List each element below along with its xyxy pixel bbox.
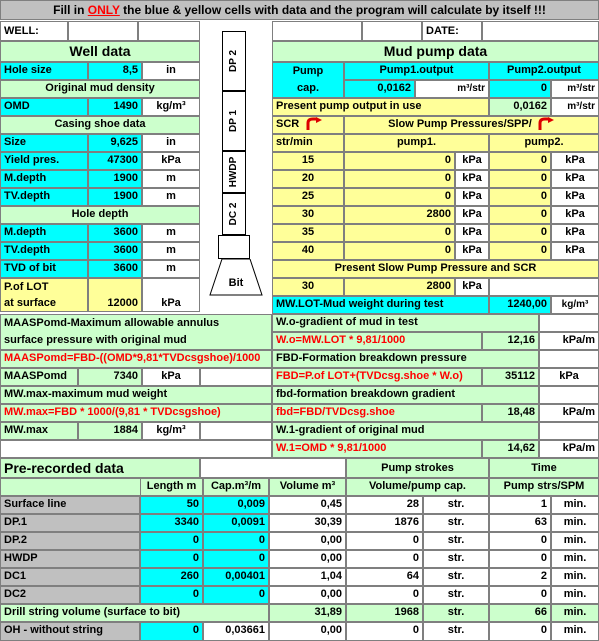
oh-label: OH - without string — [0, 622, 140, 641]
mwmax-label: MW.max — [0, 422, 78, 440]
drill-string-str-unit: str. — [423, 604, 489, 622]
scr-row — [272, 170, 599, 188]
scr-rate[interactable]: 15 — [272, 152, 344, 170]
row-str-unit: str. — [423, 550, 489, 568]
pump-cap-label — [272, 62, 344, 98]
present-spp-title: Present Slow Pump Pressure and SCR — [272, 260, 599, 278]
drill-string-min-unit: min. — [551, 604, 599, 622]
wo-value: 12,16 — [482, 332, 539, 350]
table-row — [0, 514, 599, 532]
hole-size-unit: in — [142, 62, 200, 80]
plot-label-line2: at surface — [4, 297, 56, 309]
hd-md-value[interactable]: 3600 — [88, 224, 142, 242]
yield-label: Yield pres. — [0, 152, 88, 170]
banner-only: ONLY — [87, 3, 120, 17]
hd-md-unit: m — [142, 224, 200, 242]
tvd-bit-label: TVD of bit — [0, 260, 88, 278]
row-volume: 1,04 — [269, 568, 346, 586]
wo-desc: W.o-gradient of mud in test — [272, 314, 539, 332]
spp-pump1-unit: kPa — [455, 224, 489, 242]
w1-desc: W.1-gradient of original mud — [272, 422, 539, 440]
tvd-bit-unit: m — [142, 260, 200, 278]
maasp-desc — [0, 314, 272, 350]
maasp-desc-line2: surface pressure with original mud — [4, 334, 187, 346]
spp-pump1-unit: kPa — [455, 188, 489, 206]
row-min-unit: min. — [551, 550, 599, 568]
row-cap[interactable]: 0,009 — [203, 496, 269, 514]
oh-min-unit: min. — [551, 622, 599, 641]
row-name: DP.2 — [0, 532, 140, 550]
well-input-2[interactable] — [138, 21, 200, 41]
scr-rate[interactable]: 20 — [272, 170, 344, 188]
row-time: 0 — [489, 550, 551, 568]
spacer-left — [0, 440, 272, 458]
pump-spm-header: Pump strs/SPM — [489, 478, 599, 496]
spp-title-text: Slow Pump Pressures/SPP/ — [388, 118, 532, 130]
mwmax-formula: MW.max=FBD * 1000/(9,81 * TVDcsgshoe) — [0, 404, 272, 422]
present-scr-value[interactable]: 30 — [272, 278, 344, 296]
spp-pump2[interactable]: 0 — [489, 224, 551, 242]
fbdg-desc: fbd-formation breakdown gradient — [272, 386, 539, 404]
pre-recorded-table — [0, 496, 599, 604]
row-min-unit: min. — [551, 586, 599, 604]
scr-row — [272, 188, 599, 206]
spp-pump1[interactable]: 0 — [344, 242, 455, 260]
row-time: 63 — [489, 514, 551, 532]
omd-value[interactable]: 1490 — [88, 98, 142, 116]
w1-formula: W.1=OMD * 9,81/1000 — [272, 440, 482, 458]
string-dp2 — [222, 31, 246, 91]
spp-pump2[interactable]: 0 — [489, 188, 551, 206]
w1-value: 14,62 — [482, 440, 539, 458]
string-hwdp-label: HWDP — [228, 156, 239, 188]
maasp-value: 7340 — [78, 368, 142, 386]
banner-pre: Fill in — [53, 3, 88, 17]
oh-length[interactable]: 0 — [140, 622, 203, 641]
vol-pump-header: Volume/pump cap. — [346, 478, 489, 496]
present-spp-unit: kPa — [455, 278, 489, 296]
row-length[interactable]: 50 — [140, 496, 203, 514]
row-length[interactable]: 3340 — [140, 514, 203, 532]
row-str-unit: str. — [423, 532, 489, 550]
yield-unit: kPa — [142, 152, 200, 170]
mwlot-unit: kg/m³ — [551, 296, 599, 314]
fbd-value: 35112 — [482, 368, 539, 386]
row-name: DC1 — [0, 568, 140, 586]
plot-label — [0, 278, 88, 312]
row-name: DP.1 — [0, 514, 140, 532]
well-label: WELL: — [0, 21, 68, 41]
plot-unit: kPa — [142, 278, 200, 312]
fbdg-value: 18,48 — [482, 404, 539, 422]
row-str-unit: str. — [423, 496, 489, 514]
spp-pump1-unit: kPa — [455, 152, 489, 170]
pump-cap-line2: cap. — [296, 82, 319, 94]
oh-strokes: 0 — [346, 622, 423, 641]
row-length[interactable]: 0 — [140, 532, 203, 550]
drill-string-diagram — [200, 21, 272, 312]
spp-pump1[interactable]: 2800 — [344, 206, 455, 224]
row-strokes: 0 — [346, 586, 423, 604]
fbdg-unit: kPa/m — [539, 404, 599, 422]
scr-rate[interactable]: 30 — [272, 206, 344, 224]
scr-rate[interactable]: 40 — [272, 242, 344, 260]
table-row — [0, 496, 599, 514]
volume-header: Volume m³ — [269, 478, 346, 496]
row-str-unit: str. — [423, 514, 489, 532]
hole-size-value[interactable]: 8,5 — [88, 62, 142, 80]
pump2-output-unit: m³/str — [551, 80, 599, 98]
pump-strokes-header: Pump strokes — [346, 458, 489, 478]
hd-tvd-label: TV.depth — [0, 242, 88, 260]
row-name: Surface line — [0, 496, 140, 514]
pump-cap-line1: Pump — [292, 65, 324, 77]
mwlot-value[interactable]: 1240,00 — [489, 296, 551, 314]
cs-md-unit: m — [142, 170, 200, 188]
fbd-formula: FBD=P.of LOT+(TVDcsg.shoe * W.o) — [272, 368, 482, 386]
pump1-output-value[interactable]: 0,0162 — [344, 80, 415, 98]
mwlot-label: MW.LOT-Mud weight during test — [272, 296, 489, 314]
maasp-unit: kPa — [142, 368, 200, 386]
row-volume: 30,39 — [269, 514, 346, 532]
omd-unit: kg/m³ — [142, 98, 200, 116]
fbd-unit: kPa — [539, 368, 599, 386]
spp-pump1-unit: kPa — [455, 242, 489, 260]
hd-tvd-value[interactable]: 3600 — [88, 242, 142, 260]
row-volume: 0,00 — [269, 532, 346, 550]
spp-pump2-header: pump2. — [489, 134, 599, 152]
pump2-output-header: Pump2.output — [489, 62, 599, 80]
row-time: 2 — [489, 568, 551, 586]
row-time: 0 — [489, 532, 551, 550]
row-cap[interactable]: 0 — [203, 586, 269, 604]
row-str-unit: str. — [423, 586, 489, 604]
row-min-unit: min. — [551, 496, 599, 514]
spp-pump2-unit: kPa — [551, 170, 599, 188]
table-row — [0, 568, 599, 586]
cs-md-value[interactable]: 1900 — [88, 170, 142, 188]
well-data-title: Well data — [0, 41, 200, 62]
row-min-unit: min. — [551, 532, 599, 550]
row-name: HWDP — [0, 550, 140, 568]
cap-header: Cap.m³/m — [203, 478, 269, 496]
orig-mud-density-title: Original mud density — [0, 80, 200, 98]
scr-row — [272, 152, 599, 170]
present-output-value: 0,0162 — [489, 98, 551, 116]
spp-pump2-unit: kPa — [551, 152, 599, 170]
scr-label-text: SCR — [276, 118, 300, 130]
row-cap[interactable]: 0,00401 — [203, 568, 269, 586]
pump1-output-unit: m³/str — [415, 80, 489, 98]
scr-rate[interactable]: 35 — [272, 224, 344, 242]
fbdg-formula: fbd=FBD/TVDcsg.shoe — [272, 404, 482, 422]
fbd-desc: FBD-Formation breakdown pressure — [272, 350, 539, 368]
scr-label — [272, 116, 344, 134]
string-dc2-label: DC 2 — [228, 202, 239, 226]
mwmax-desc: MW.max-maximum mud weight — [0, 386, 272, 404]
casing-shoe-title: Casing shoe data — [0, 116, 200, 134]
row-length[interactable]: 0 — [140, 550, 203, 568]
wo-unit: kPa/m — [539, 332, 599, 350]
maasp-formula: MAASPomd=FBD-((OMD*9,81*TVDcsgshoe)/1000 — [0, 350, 272, 368]
drill-string-strokes: 1968 — [346, 604, 423, 622]
hd-md-label: M.depth — [0, 224, 88, 242]
scr-row — [272, 206, 599, 224]
row-strokes: 0 — [346, 532, 423, 550]
wo-desc-blank — [539, 314, 599, 332]
size-value[interactable]: 9,625 — [88, 134, 142, 152]
wo-formula: W.o=MW.LOT * 9,81/1000 — [272, 332, 482, 350]
size-label: Size — [0, 134, 88, 152]
drill-string-volume-label: Drill string volume (surface to bit) — [0, 604, 269, 622]
date-input[interactable] — [482, 21, 599, 41]
spp-pump1-unit: kPa — [455, 170, 489, 188]
maasp-label: MAASPomd — [0, 368, 78, 386]
row-volume: 0,45 — [269, 496, 346, 514]
scr-table — [272, 152, 599, 260]
mwmax-value: 1884 — [78, 422, 142, 440]
table-row — [0, 550, 599, 568]
string-dc1 — [218, 235, 250, 259]
date-spacer — [272, 21, 362, 41]
string-dc2 — [222, 193, 246, 235]
row-cap[interactable]: 0 — [203, 550, 269, 568]
row-time: 0 — [489, 586, 551, 604]
row-time: 1 — [489, 496, 551, 514]
present-spp-blank — [489, 278, 599, 296]
table-row — [0, 532, 599, 550]
size-unit: in — [142, 134, 200, 152]
omd-label: OMD — [0, 98, 88, 116]
pump1-output-header: Pump1.output — [344, 62, 489, 80]
yield-value[interactable]: 47300 — [88, 152, 142, 170]
maasp-blank — [200, 368, 272, 386]
present-spp-value[interactable]: 2800 — [344, 278, 455, 296]
spp-pump1[interactable]: 0 — [344, 224, 455, 242]
row-length[interactable]: 260 — [140, 568, 203, 586]
row-volume: 0,00 — [269, 586, 346, 604]
scr-row — [272, 242, 599, 260]
string-dp1-label: DP 1 — [228, 109, 239, 133]
spp-title — [344, 116, 599, 134]
tvd-bit-value[interactable]: 3600 — [88, 260, 142, 278]
spp-pump2[interactable]: 0 — [489, 242, 551, 260]
mud-pump-title: Mud pump data — [272, 41, 599, 62]
row-length[interactable]: 0 — [140, 586, 203, 604]
row-name: DC2 — [0, 586, 140, 604]
pump2-output-value[interactable]: 0 — [489, 80, 551, 98]
row-strokes: 28 — [346, 496, 423, 514]
drill-string-time: 66 — [489, 604, 551, 622]
red-arrow-icon-2 — [537, 117, 555, 131]
spp-pump1[interactable]: 0 — [344, 152, 455, 170]
cs-tvd-value[interactable]: 1900 — [88, 188, 142, 206]
length-header: Length m — [140, 478, 203, 496]
string-dp2-label: DP 2 — [228, 49, 239, 73]
spp-pump1[interactable]: 0 — [344, 170, 455, 188]
pre-title-blank — [200, 458, 346, 478]
time-header: Time — [489, 458, 599, 478]
spp-pump1-unit: kPa — [455, 206, 489, 224]
cs-md-label: M.depth — [0, 170, 88, 188]
row-strokes: 64 — [346, 568, 423, 586]
oh-volume: 0,00 — [269, 622, 346, 641]
mwmax-blank — [200, 422, 272, 440]
row-min-unit: min. — [551, 568, 599, 586]
date-label: DATE: — [422, 21, 482, 41]
spp-pump2-unit: kPa — [551, 206, 599, 224]
red-arrow-icon — [305, 117, 323, 131]
row-min-unit: min. — [551, 514, 599, 532]
oh-cap: 0,03661 — [203, 622, 269, 641]
date-spacer-2 — [362, 21, 422, 41]
scr-unit: str/min — [272, 134, 344, 152]
spp-pump2[interactable]: 0 — [489, 170, 551, 188]
row-str-unit: str. — [423, 568, 489, 586]
cs-tvd-unit: m — [142, 188, 200, 206]
spp-pump2-unit: kPa — [551, 188, 599, 206]
cs-tvd-label: TV.depth — [0, 188, 88, 206]
instruction-banner — [0, 0, 599, 20]
spp-pump1[interactable]: 0 — [344, 188, 455, 206]
row-strokes: 0 — [346, 550, 423, 568]
well-input[interactable] — [68, 21, 138, 41]
hd-tvd-unit: m — [142, 242, 200, 260]
mwmax-unit: kg/m³ — [142, 422, 200, 440]
fbdg-desc-blank — [539, 386, 599, 404]
w1-desc-blank — [539, 422, 599, 440]
hole-size-label: Hole size — [0, 62, 88, 80]
plot-label-line1: P.of LOT — [4, 281, 49, 293]
row-strokes: 1876 — [346, 514, 423, 532]
spp-pump1-header: pump1. — [344, 134, 489, 152]
pre-header-blank — [0, 478, 142, 496]
row-cap[interactable]: 0 — [203, 532, 269, 550]
scr-row — [272, 224, 599, 242]
fbd-desc-blank — [539, 350, 599, 368]
drill-string-volume-value: 31,89 — [269, 604, 346, 622]
maasp-desc-line1: MAASPomd-Maximum allowable annulus — [4, 317, 220, 329]
pre-recorded-title: Pre-recorded data — [0, 458, 200, 478]
row-volume: 0,00 — [269, 550, 346, 568]
present-output-label: Present pump output in use — [272, 98, 489, 116]
plot-value[interactable]: 12000 — [88, 278, 142, 312]
spp-pump2-unit: kPa — [551, 242, 599, 260]
spp-pump2[interactable]: 0 — [489, 152, 551, 170]
bit-label: Bit — [228, 277, 244, 289]
oh-time: 0 — [489, 622, 551, 641]
table-row — [0, 586, 599, 604]
present-output-unit: m³/str — [551, 98, 599, 116]
scr-rate[interactable]: 25 — [272, 188, 344, 206]
spp-pump2-unit: kPa — [551, 224, 599, 242]
spp-pump2[interactable]: 0 — [489, 206, 551, 224]
oh-str-unit: str. — [423, 622, 489, 641]
hole-depth-title: Hole depth — [0, 206, 200, 224]
w1-unit: kPa/m — [539, 440, 599, 458]
banner-post: the blue & yellow cells with data and the program will calculate by itself !!! — [119, 3, 546, 17]
row-cap[interactable]: 0,0091 — [203, 514, 269, 532]
